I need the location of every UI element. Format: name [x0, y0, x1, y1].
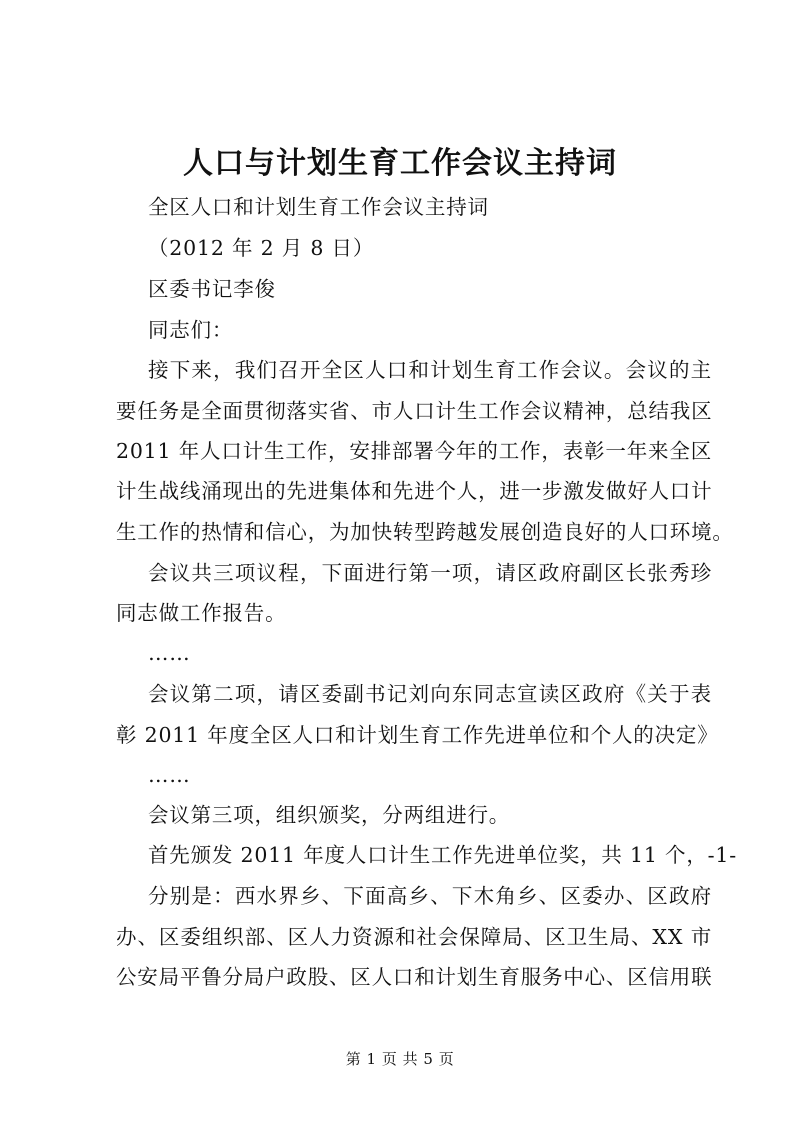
paragraph-1-line-3: 2011 年人口计生工作，安排部署今年的工作，表彰一年来全区 — [116, 439, 712, 463]
paragraph-3-line-1: 会议第二项，请区委副书记刘向东同志宣读区政府《关于表 — [148, 682, 712, 706]
paragraph-1-line-1: 接下来，我们召开全区人口和计划生育工作会议。会议的主 — [148, 358, 712, 382]
salutation-line: 同志们： — [148, 318, 234, 342]
date-line: （2012 年 2 月 8 日） — [148, 236, 375, 260]
speaker-line: 区委书记李俊 — [148, 277, 276, 301]
paragraph-4-line-1: 会议第三项，组织颁奖，分两组进行。 — [148, 803, 511, 827]
page-number-footer: 第 1 页 共 5 页 — [345, 1050, 455, 1068]
paragraph-1-line-4: 计生战线涌现出的先进集体和先进个人，进一步激发做好人口计 — [116, 479, 713, 503]
paragraph-5-line-4: 公安局平鲁分局户政股、区人口和计划生育服务中心、区信用联 — [116, 965, 713, 989]
document-title: 人口与计划生育工作会议主持词 — [183, 146, 617, 181]
paragraph-2-line-1: 会议共三项议程，下面进行第一项，请区政府副区长张秀珍 — [148, 561, 712, 585]
ellipsis-1: …… — [148, 641, 191, 665]
paragraph-5-line-1: 首先颁发 2011 年度人口计生工作先进单位奖，共 11 个，-1- — [148, 843, 737, 867]
subtitle-line: 全区人口和计划生育工作会议主持词 — [148, 195, 489, 219]
paragraph-1-line-2: 要任务是全面贯彻落实省、市人口计生工作会议精神，总结我区 — [116, 399, 713, 423]
paragraph-5-line-2: 分别是：西水界乡、下面高乡、下木角乡、区委办、区政府 — [148, 884, 712, 908]
paragraph-1-line-5: 生工作的热情和信心，为加快转型跨越发展创造良好的人口环境。 — [116, 520, 734, 544]
paragraph-5-line-3: 办、区委组织部、区人力资源和社会保障局、区卫生局、XX 市 — [116, 925, 712, 949]
ellipsis-2: …… — [148, 763, 191, 787]
paragraph-2-line-2: 同志做工作报告。 — [116, 601, 287, 625]
paragraph-3-line-2: 彰 2011 年度全区人口和计划生育工作先进单位和个人的决定》 — [116, 723, 719, 747]
